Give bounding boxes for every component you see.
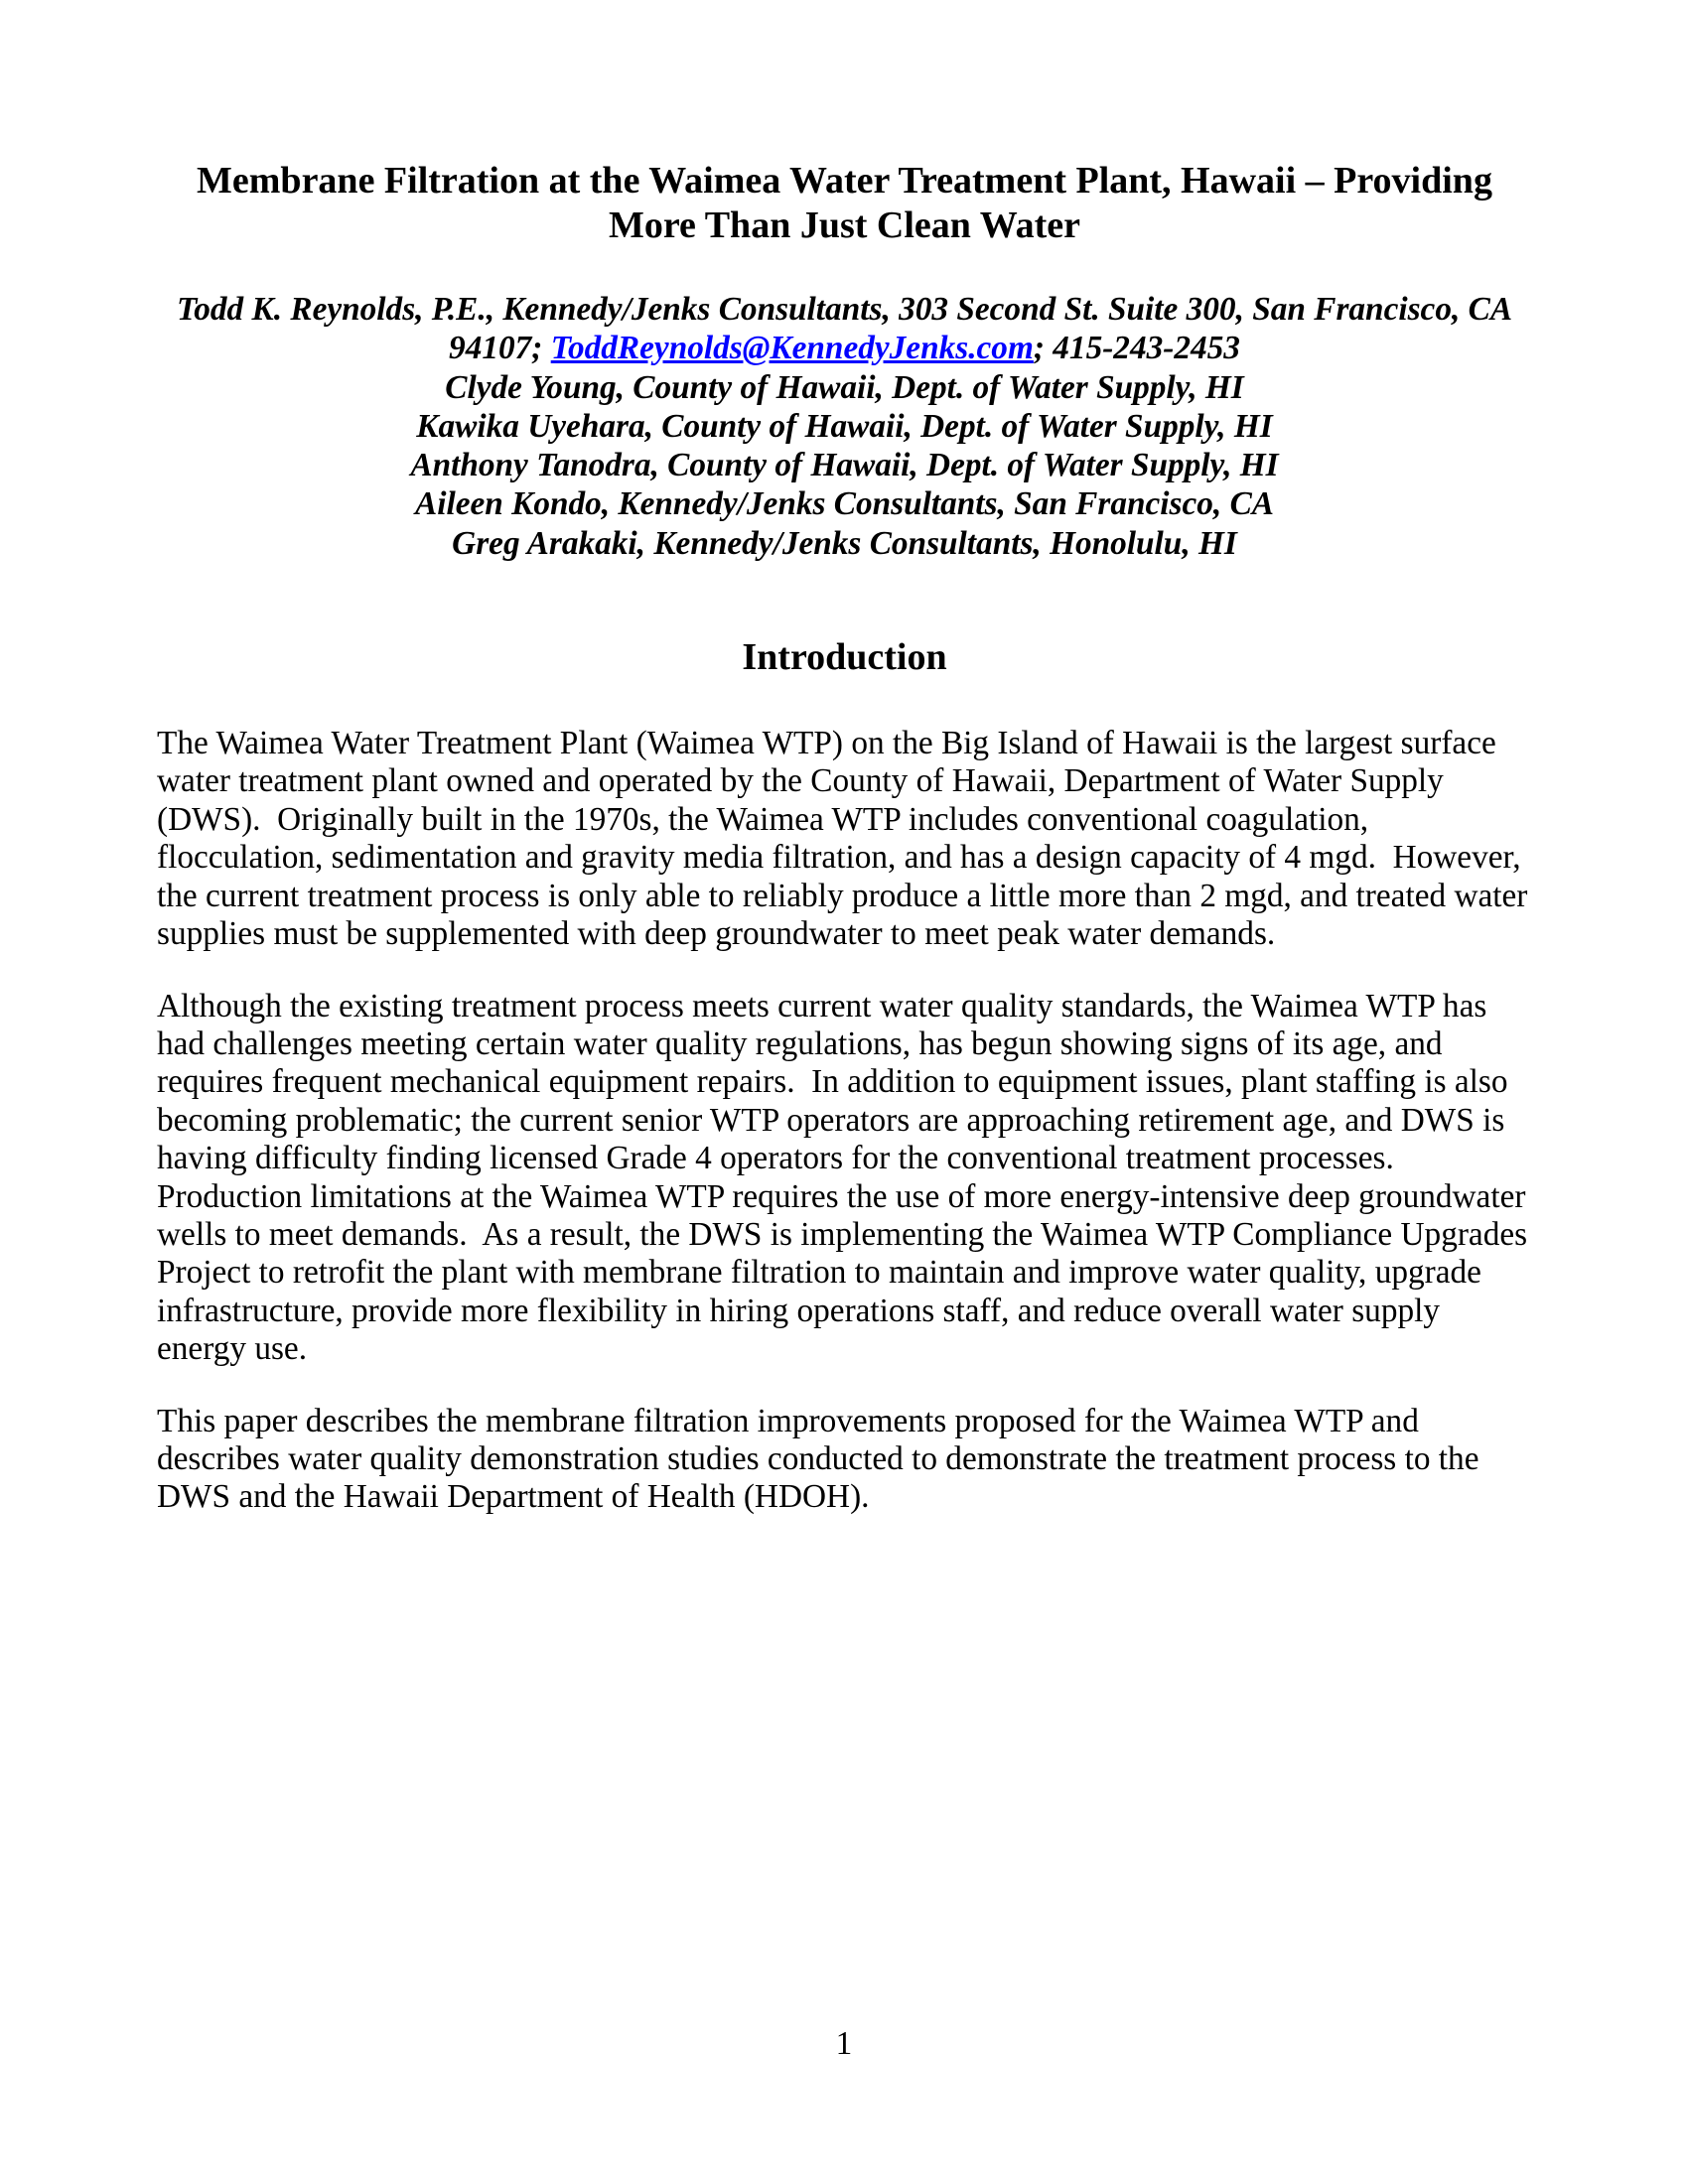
author-line: Anthony Tanodra, County of Hawaii, Dept. of Water Supply, HI: [410, 447, 1279, 484]
author-block: [157, 290, 1532, 563]
author-line: Aileen Kondo, Kennedy/Jenks Consultants, San Francisco, CA: [415, 485, 1274, 523]
author-line: Clyde Young, County of Hawaii, Dept. of Water Supply, HI: [445, 368, 1244, 406]
author-line-first: [157, 290, 1532, 368]
intro-paragraph-1: The Waimea Water Treatment Plant (Waimea WTP) on the Big Island of Hawaii is the largest surface water treatment plant owned and operated by the County of Hawaii, Department of Water Supply (DWS). Originally built in the 1970s, the Waimea WTP includes conventional coagulation, flocculation, sedimentation and gravity media filtration, and has a design capacity of 4 mgd. However, the current treatment process is only able to reliably produce a little more than 2 mgd, and treated water supplies must be supplemented with deep groundwater to meet peak water demands.: [157, 725, 1536, 953]
author-email-link[interactable]: ToddReynolds@KennedyJenks.com: [550, 330, 1034, 367]
author-first-before-email: Todd K. Reynolds, P.E., Kennedy/Jenks Consultants, 303 Second St. Suite 300, San Francisco, CA 94107;: [176, 291, 1521, 367]
intro-paragraph-2: Although the existing treatment process meets current water quality standards, the Waimea WTP has had challenges meeting certain water quality regulations, has begun showing signs of its age, and requires frequent mechanical equipment repairs. In addition to equipment issues, plant staffing is also becoming problematic; the current senior WTP operators are approaching retirement age, and DWS is having difficulty finding licensed Grade 4 operators for the conventional treatment processes. Production limitations at the Waimea WTP requires the use of more energy-intensive deep groundwater wells to meet demands. As a result, the DWS is implementing the Waimea WTP Compliance Upgrades Project to retrofit the plant with membrane filtration to maintain and improve water quality, upgrade infrastructure, provide more flexibility in hiring operations staff, and reduce overall water supply energy use.: [157, 987, 1536, 1368]
author-line: Kawika Uyehara, County of Hawaii, Dept. of Water Supply, HI: [416, 407, 1273, 445]
section-heading-introduction: Introduction: [742, 636, 947, 679]
author-first-after-email: ; 415-243-2453: [1033, 330, 1240, 367]
author-line: Greg Arakaki, Kennedy/Jenks Consultants, Honolulu, HI: [452, 524, 1237, 562]
page-content: [157, 0, 1536, 1551]
page-number: 1: [835, 2025, 853, 2062]
intro-paragraph-3: This paper describes the membrane filtration improvements proposed for the Waimea WTP and describes water quality demonstration studies conducted to demonstrate the treatment process to the DWS and the Hawaii Department of Health (HDOH).: [157, 1402, 1487, 1516]
paper-title: Membrane Filtration at the Waimea Water Treatment Plant, Hawaii – Providing More Than Just Clean Water: [197, 160, 1502, 246]
